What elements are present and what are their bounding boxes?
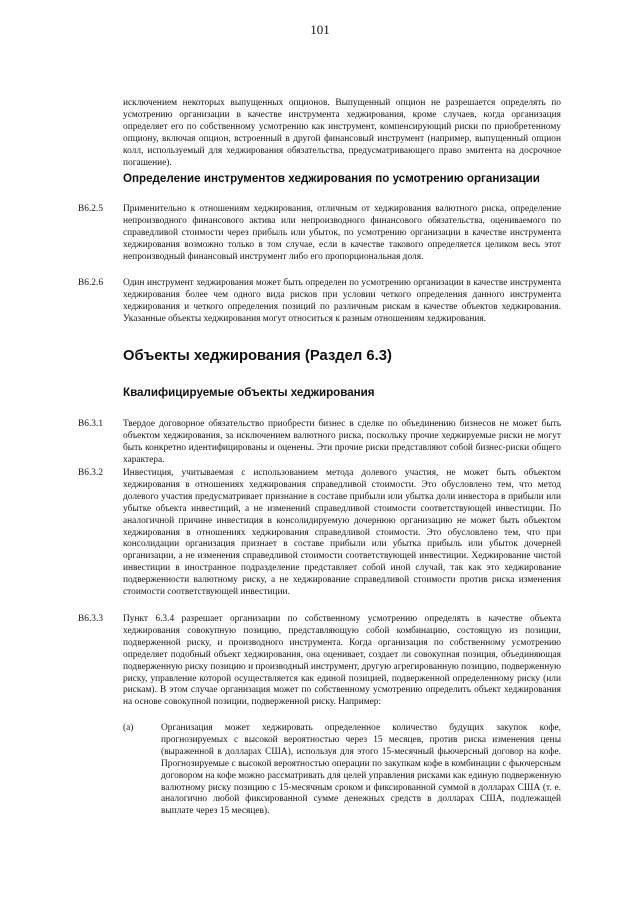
section-heading-designation: Определение инструментов хеджирования по усмотрению организации [123, 172, 540, 185]
paragraph-b6-2-6 [78, 278, 561, 326]
intro-paragraph: исключением некоторых выпущенных опционов. Выпущенный опцион не разрешается определять по усмотрению организации в качестве инструмента хеджирования, кроме случаев, когда организация определяет его по собственному усмотрению как инструмент, компенсирующий риски по приобретенному опциону, включая опцион, встроенный в другой финансовый инструмент (например, выпущенный опцион колл, используемый для хеджирования обязательства, предусматривающего право эмитента на досрочное погашение). [123, 98, 561, 168]
section-heading-hedged-items: Объекты хеджирования (Раздел 6.3) [123, 348, 392, 364]
page-number: 101 [310, 22, 330, 37]
paragraph-b6-2-5 [78, 204, 561, 264]
paragraph-number: B6.3.3 [78, 614, 104, 624]
paragraph-number: B6.3.2 [78, 468, 104, 478]
subitem-label: (a) [123, 723, 134, 733]
paragraph-b6-3-1 [78, 419, 561, 467]
paragraph-b6-3-3 [78, 614, 561, 709]
subsection-heading-qualifying-items: Квалифицируемые объекты хеджирования [123, 386, 375, 399]
paragraph-number: B6.3.1 [78, 419, 104, 429]
paragraph-text: Один инструмент хеджирования может быть определен по усмотрению организации в качестве инструмента хеджирования более чем одного вида рисков при условии четкого определения данного инструмента хеджирования и четкого определения позиций по различным рискам в качестве объектов хеджирования. Указанные объекты хеджирования могут относиться к разным отношениям хеджирования. [123, 278, 561, 324]
paragraph-b6-3-2 [78, 468, 561, 599]
paragraph-number: B6.2.5 [78, 204, 104, 214]
subitem-a [123, 723, 561, 818]
paragraph-text: Твердое договорное обязательство приобрести бизнес в сделке по объединению бизнесов не может быть объектом хеджирования, за исключением валютного риска, поскольку прочие хеджируемые риски не могут быть конкретно идентифицированы и оценены. Эти прочие риски представляют собой бизнес-риски общего характера. [123, 419, 561, 465]
subitem-text: Организация может хеджировать определенное количество будущих закупок кофе, прогнозируемых с высокой вероятностью через 15 месяцев, против риска изменения цены (выраженной в долларах США), используя для этого 15-месячный фьючерсный договор на кофе. Прогнозируемые с высокой вероятностью операции по закупкам кофе в комбинации с фьючерсным договором на кофе можно рассматривать для целей управления рисками как единую подверженную валютному риску позицию с 15-месячным сроком и фиксированной суммой в долларах США (т. е. аналогично любой фиксированной сумме денежных средств в долларах США, подлежащей выплате через 15 месяцев). [161, 723, 561, 817]
paragraph-text: Инвестиция, учитываемая с использованием метода долевого участия, не может быть объектом хеджирования в отношениях хеджирования справедливой стоимости. Это обусловлено тем, что метод долевого участия предусматривает признание в составе прибыли или убытка доли инвестора в прибыли или убытке объекта инвестиций, а не изменений справедливой стоимости соответствующей инвестиции. По аналогичной причине инвестиция в консолидируемую дочернюю организацию не может быть объектом хеджирования в отношениях хеджирования справедливой стоимости. Это обусловлено тем, что при консолидации организация признает в составе прибыли или убытка прибыль или убыток дочерней организации, а не изменения справедливой стоимости соответствующей инвестиции. Хеджирование чистой инвестиции в иностранное подразделение представляет собой иной случай, так как это хеджирование подверженности валютному риску, а не хеджирование справедливой стоимости против риска изменения стоимости соответствующей инвестиции. [123, 468, 561, 598]
paragraph-number: B6.2.6 [78, 278, 104, 288]
paragraph-text: Пункт 6.3.4 разрешает организации по собственному усмотрению определять в качестве объекта хеджирования совокупную позицию, представляющую собой комбинацию, состоящую из позиции, подверженной риску, и производного инструмента. Когда организация по собственному усмотрению определяет подобный объект хеджирования, она оценивает, создает ли совокупная позиция, объединяющая подверженную риску позицию и производный инструмент, другую агрегированную позицию, подверженную риску, управление которой осуществляется как единой позицией, подверженной определенному риску (или рискам). В этом случае организация может по собственному усмотрению определить объект хеджирования на основе совокупной позиции, подверженной риску. Например: [123, 614, 561, 708]
paragraph-text: Применительно к отношениям хеджирования, отличным от хеджирования валютного риска, определение непроизводного финансового актива или непроизводного финансового обязательства, оцениваемого по справедливой стоимости через прибыль или убыток, по усмотрению организации в качестве инструмента хеджирования возможно только в том случае, если в качестве такового определяется целиком весь этот непроизводный финансовый инструмент либо его пропорциональная доля. [123, 204, 561, 262]
